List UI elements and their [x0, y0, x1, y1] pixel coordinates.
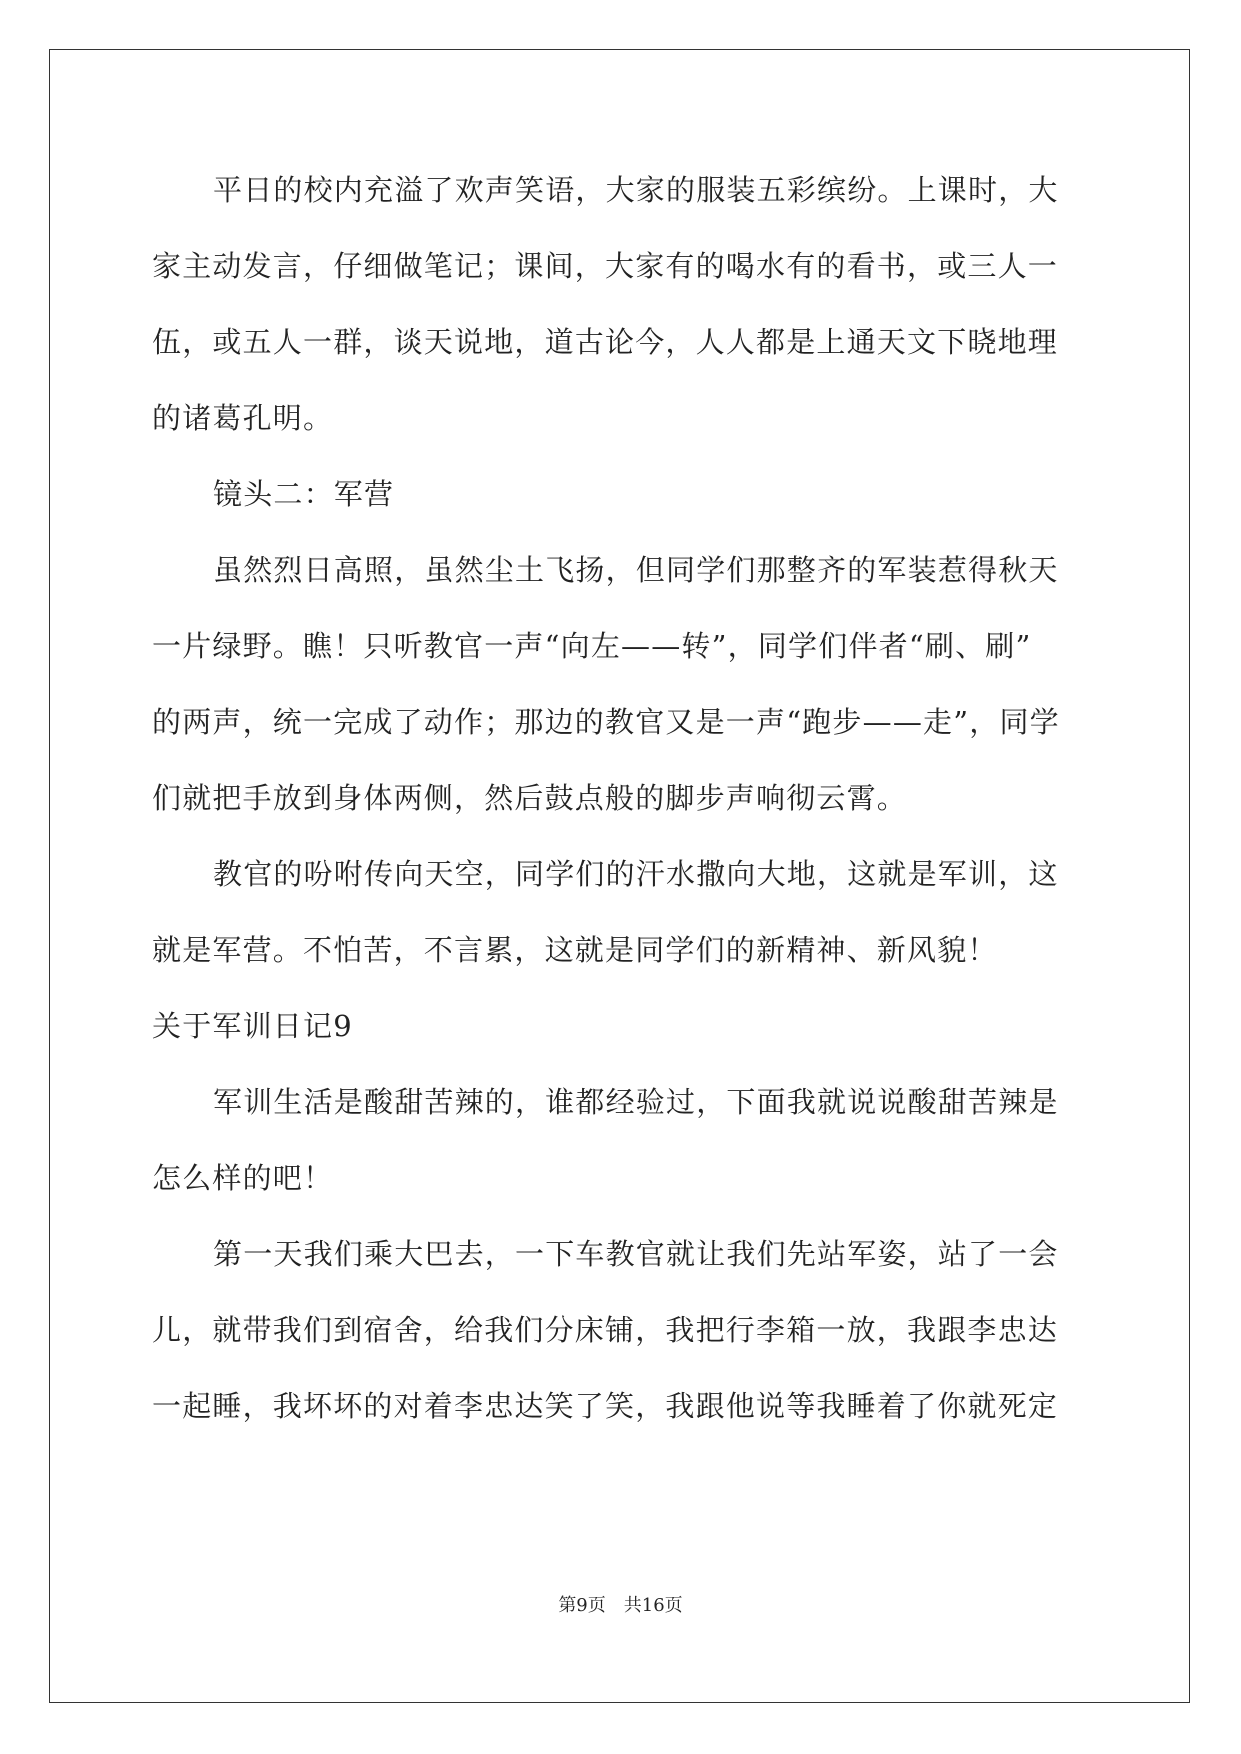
paragraph-line: 一片绿野。瞧！只听教官一声“向左——转”，同学们伴者“刷、刷”	[152, 629, 1032, 663]
article-title: 关于军训日记9	[152, 1009, 353, 1043]
paragraph-line: 们就把手放到身体两侧，然后鼓点般的脚步声响彻云霄。	[152, 781, 908, 815]
paragraph-line: 家主动发言，仔细做笔记；课间，大家有的喝水有的看书，或三人一	[152, 249, 1059, 283]
section-heading: 镜头二：军营	[213, 477, 395, 511]
paragraph-line: 平日的校内充溢了欢声笑语，大家的服装五彩缤纷。上课时，大	[213, 173, 1059, 207]
paragraph-line: 军训生活是酸甜苦辣的，谁都经验过，下面我就说说酸甜苦辣是	[213, 1085, 1059, 1119]
page-number: 第9页 共16页	[558, 1595, 683, 1616]
paragraph-line: 第一天我们乘大巴去，一下车教官就让我们先站军姿，站了一会	[213, 1237, 1059, 1271]
paragraph-line: 怎么样的吧！	[152, 1161, 334, 1195]
paragraph-line: 儿，就带我们到宿舍，给我们分床铺，我把行李箱一放，我跟李忠达	[152, 1313, 1059, 1347]
paragraph-line: 的两声，统一完成了动作；那边的教官又是一声“跑步——走”，同学	[152, 705, 1060, 739]
paragraph-line: 虽然烈日高照，虽然尘土飞扬，但同学们那整齐的军装惹得秋天	[213, 553, 1059, 587]
paragraph-line: 一起睡，我坏坏的对着李忠达笑了笑，我跟他说等我睡着了你就死定	[152, 1389, 1059, 1423]
paragraph-line: 的诸葛孔明。	[152, 401, 334, 435]
paragraph-line: 就是军营。不怕苦，不言累，这就是同学们的新精神、新风貌！	[152, 933, 998, 967]
paragraph-line: 教官的吩咐传向天空，同学们的汗水撒向大地，这就是军训，这	[213, 857, 1059, 891]
paragraph-line: 伍，或五人一群，谈天说地，道古论今，人人都是上通天文下晓地理	[152, 325, 1059, 359]
